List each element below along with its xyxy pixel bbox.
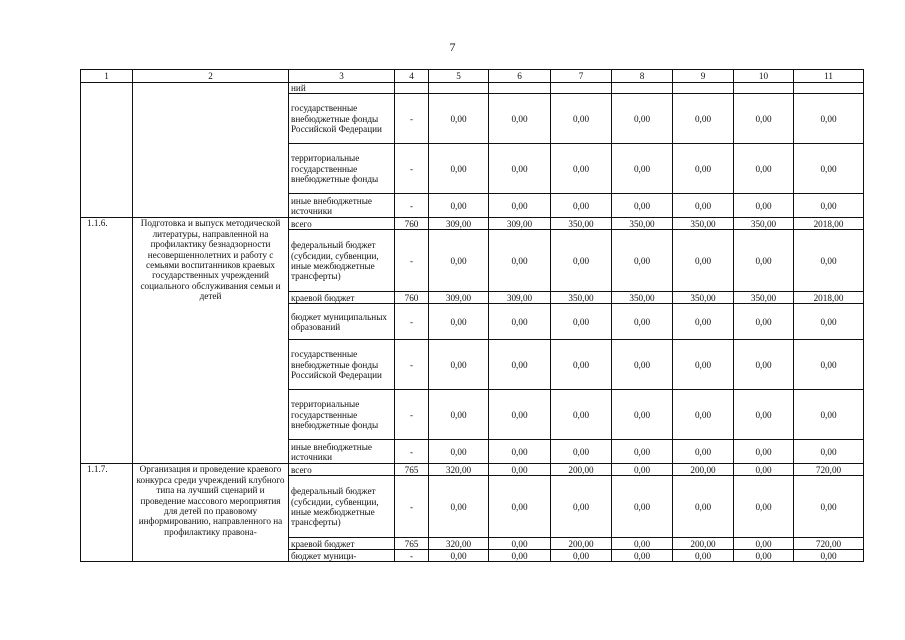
funding-source: федеральный бюджет (субсидии, субвенции, иные межбюджетные трансферты): [289, 476, 395, 538]
amount-cell: 350,00: [734, 292, 794, 304]
amount-cell: 350,00: [612, 218, 673, 230]
funding-source: краевой бюджет: [289, 292, 395, 304]
column-number: 9: [673, 70, 734, 83]
code-cell: -: [395, 340, 429, 390]
amount-cell: 0,00: [673, 390, 734, 440]
code-cell: -: [395, 476, 429, 538]
amount-cell: 350,00: [551, 218, 612, 230]
amount-cell: 0,00: [673, 340, 734, 390]
column-number: 10: [734, 70, 794, 83]
amount-cell: 0,00: [734, 390, 794, 440]
amount-cell: 0,00: [489, 440, 551, 464]
amount-cell: 2018,00: [794, 292, 864, 304]
amount-cell: 0,00: [734, 550, 794, 562]
amount-cell: 0,00: [551, 440, 612, 464]
amount-cell: [673, 83, 734, 94]
amount-cell: 0,00: [429, 340, 489, 390]
funding-source: территориальные государственные внебюджетные фонды: [289, 144, 395, 194]
amount-cell: 0,00: [734, 194, 794, 218]
amount-cell: 0,00: [673, 94, 734, 144]
amount-cell: 350,00: [612, 292, 673, 304]
amount-cell: 0,00: [429, 550, 489, 562]
funding-source: краевой бюджет: [289, 538, 395, 550]
amount-cell: 0,00: [673, 550, 734, 562]
amount-cell: 309,00: [489, 292, 551, 304]
amount-cell: 0,00: [794, 144, 864, 194]
code-cell: 760: [395, 218, 429, 230]
amount-cell: 0,00: [489, 94, 551, 144]
amount-cell: 0,00: [489, 550, 551, 562]
amount-cell: 309,00: [489, 218, 551, 230]
amount-cell: 0,00: [612, 550, 673, 562]
item-code: [81, 83, 133, 218]
amount-cell: 0,00: [673, 440, 734, 464]
amount-cell: 0,00: [551, 194, 612, 218]
code-cell: 765: [395, 538, 429, 550]
column-number: 5: [429, 70, 489, 83]
amount-cell: 0,00: [794, 304, 864, 340]
item-name: Подготовка и выпуск методической литературы, направленной на профилактику безнадзорности несовершеннолетних и работу с семьями воспитанников краевых государственных учреждений социального обслуживания семьи и детей: [133, 218, 289, 464]
amount-cell: 0,00: [612, 94, 673, 144]
item-name: Организация и проведение краевого конкурса среди учреждений клубного типа на лучший сценарий и проведение массового мероприятия для детей по правовому информированию, направленного на профилактику правона-: [133, 464, 289, 562]
amount-cell: 0,00: [429, 94, 489, 144]
amount-cell: 0,00: [612, 476, 673, 538]
item-name: [133, 83, 289, 218]
amount-cell: 350,00: [673, 292, 734, 304]
code-cell: -: [395, 194, 429, 218]
funding-source: федеральный бюджет (субсидии, субвенции, иные межбюджетные трансферты): [289, 230, 395, 292]
amount-cell: 0,00: [429, 390, 489, 440]
column-number: 2: [133, 70, 289, 83]
amount-cell: 0,00: [612, 390, 673, 440]
amount-cell: 350,00: [551, 292, 612, 304]
amount-cell: 0,00: [794, 476, 864, 538]
column-number: 11: [794, 70, 864, 83]
table-row: [81, 218, 864, 230]
amount-cell: [489, 83, 551, 94]
amount-cell: 0,00: [551, 476, 612, 538]
amount-cell: 350,00: [734, 218, 794, 230]
amount-cell: 0,00: [734, 230, 794, 292]
column-number: 6: [489, 70, 551, 83]
funding-source: бюджет муници-: [289, 550, 395, 562]
code-cell: 765: [395, 464, 429, 476]
amount-cell: 0,00: [612, 464, 673, 476]
amount-cell: 200,00: [551, 464, 612, 476]
amount-cell: [612, 83, 673, 94]
amount-cell: 0,00: [612, 538, 673, 550]
funding-source: ний: [289, 83, 395, 94]
amount-cell: 0,00: [551, 94, 612, 144]
amount-cell: 0,00: [489, 464, 551, 476]
amount-cell: 0,00: [612, 230, 673, 292]
amount-cell: 0,00: [489, 304, 551, 340]
code-cell: -: [395, 440, 429, 464]
amount-cell: 0,00: [612, 440, 673, 464]
amount-cell: 720,00: [794, 464, 864, 476]
amount-cell: 0,00: [489, 230, 551, 292]
amount-cell: 0,00: [489, 194, 551, 218]
amount-cell: 0,00: [551, 340, 612, 390]
code-cell: -: [395, 94, 429, 144]
amount-cell: 309,00: [429, 218, 489, 230]
amount-cell: 0,00: [489, 144, 551, 194]
amount-cell: 0,00: [734, 440, 794, 464]
table-row: [81, 464, 864, 476]
code-cell: -: [395, 230, 429, 292]
amount-cell: 0,00: [734, 464, 794, 476]
page-number: 7: [449, 40, 456, 54]
amount-cell: 0,00: [551, 304, 612, 340]
amount-cell: 0,00: [489, 340, 551, 390]
funding-source: иные внебюджетные источники: [289, 194, 395, 218]
amount-cell: 0,00: [794, 194, 864, 218]
amount-cell: 2018,00: [794, 218, 864, 230]
amount-cell: 0,00: [429, 194, 489, 218]
amount-cell: 0,00: [673, 304, 734, 340]
amount-cell: 0,00: [673, 230, 734, 292]
amount-cell: 0,00: [551, 550, 612, 562]
funding-source: всего: [289, 464, 395, 476]
code-cell: -: [395, 390, 429, 440]
amount-cell: 0,00: [612, 340, 673, 390]
code-cell: 760: [395, 292, 429, 304]
amount-cell: 0,00: [734, 144, 794, 194]
amount-cell: 0,00: [489, 476, 551, 538]
amount-cell: 0,00: [612, 144, 673, 194]
amount-cell: 0,00: [551, 144, 612, 194]
column-number: 3: [289, 70, 395, 83]
amount-cell: 200,00: [551, 538, 612, 550]
amount-cell: 0,00: [551, 390, 612, 440]
funding-source: государственные внебюджетные фонды Российской Федерации: [289, 94, 395, 144]
amount-cell: 0,00: [429, 304, 489, 340]
amount-cell: 350,00: [673, 218, 734, 230]
item-code: 1.1.6.: [81, 218, 133, 464]
amount-cell: 0,00: [794, 390, 864, 440]
column-number: 4: [395, 70, 429, 83]
column-number: 1: [81, 70, 133, 83]
amount-cell: 0,00: [673, 476, 734, 538]
funding-source: всего: [289, 218, 395, 230]
amount-cell: 0,00: [489, 538, 551, 550]
amount-cell: 200,00: [673, 538, 734, 550]
amount-cell: 0,00: [794, 340, 864, 390]
amount-cell: 0,00: [734, 340, 794, 390]
amount-cell: 0,00: [794, 550, 864, 562]
amount-cell: [551, 83, 612, 94]
amount-cell: 320,00: [429, 464, 489, 476]
amount-cell: [429, 83, 489, 94]
column-number: 8: [612, 70, 673, 83]
amount-cell: 0,00: [673, 194, 734, 218]
amount-cell: 0,00: [429, 230, 489, 292]
amount-cell: 309,00: [429, 292, 489, 304]
code-cell: [395, 83, 429, 94]
code-cell: -: [395, 144, 429, 194]
funding-source: государственные внебюджетные фонды Российской Федерации: [289, 340, 395, 390]
amount-cell: [794, 83, 864, 94]
column-number: 7: [551, 70, 612, 83]
item-code: 1.1.7.: [81, 464, 133, 562]
amount-cell: 0,00: [429, 476, 489, 538]
amount-cell: 0,00: [429, 440, 489, 464]
amount-cell: 720,00: [794, 538, 864, 550]
amount-cell: 320,00: [429, 538, 489, 550]
table-row: [81, 83, 864, 94]
amount-cell: 200,00: [673, 464, 734, 476]
code-cell: -: [395, 304, 429, 340]
budget-table: [80, 69, 864, 562]
amount-cell: 0,00: [734, 538, 794, 550]
amount-cell: 0,00: [794, 440, 864, 464]
amount-cell: 0,00: [551, 230, 612, 292]
code-cell: -: [395, 550, 429, 562]
amount-cell: 0,00: [734, 476, 794, 538]
amount-cell: [734, 83, 794, 94]
funding-source: бюджет муниципальных образований: [289, 304, 395, 340]
amount-cell: 0,00: [794, 94, 864, 144]
funding-source: иные внебюджетные источники: [289, 440, 395, 464]
amount-cell: 0,00: [673, 144, 734, 194]
amount-cell: 0,00: [734, 304, 794, 340]
funding-source: территориальные государственные внебюджетные фонды: [289, 390, 395, 440]
amount-cell: 0,00: [612, 304, 673, 340]
amount-cell: 0,00: [429, 144, 489, 194]
amount-cell: 0,00: [612, 194, 673, 218]
amount-cell: 0,00: [734, 94, 794, 144]
column-number-row: [81, 70, 864, 83]
amount-cell: 0,00: [489, 390, 551, 440]
amount-cell: 0,00: [794, 230, 864, 292]
